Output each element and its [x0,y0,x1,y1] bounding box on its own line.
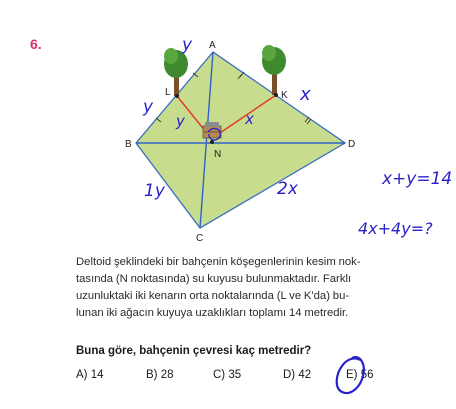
annotation-y-top: y [182,35,193,55]
option-d[interactable] [283,369,311,381]
kite-garden [136,52,345,228]
option-a-value: 14 [90,369,104,381]
annotation-side-right: 2x [277,179,298,199]
annotation-side-left: 1y [144,181,165,201]
label-k: K [281,90,288,101]
option-b-value: 28 [160,369,174,381]
annotation-x-right: x [300,84,311,105]
question-line-1: Deltoid şeklindeki bir bahçenin köşegenlerinin kesim nok- [76,256,361,268]
annotation-y-inner: y [176,112,185,130]
annotation-equation-perimeter: 4x+4y=? [358,219,433,238]
label-a: A [209,40,216,51]
point-k [274,93,278,97]
point-n [210,140,214,144]
option-a[interactable] [76,369,104,381]
option-d-value: 42 [298,369,312,381]
label-n: N [214,149,222,160]
option-b-letter: B) [146,369,158,381]
question-prompt: Buna göre, bahçenin çevresi kaç metredir? [76,345,312,357]
question-line-2: tasında (N noktasında) su kuyusu bulunmaktadır. Farklı [76,273,352,285]
question-line-3: uzunluktaki iki kenarın orta noktalarında (L ve K'da) bu- [76,290,350,302]
point-l [175,94,179,98]
option-e-letter: E) [346,369,358,381]
label-l: L [165,87,171,98]
label-c: C [196,233,204,244]
annotation-x-inner: x [245,110,254,128]
option-d-letter: D) [283,369,296,381]
question-line-4: lunan iki ağacın kuyuya uzaklıkları toplamı 14 metredir. [76,307,349,319]
label-d: D [348,139,356,150]
answer-circle-mark [330,352,370,400]
option-e-value: 56 [360,369,374,381]
option-b[interactable] [146,369,174,381]
question-number: 6. [30,36,42,52]
option-c[interactable] [213,369,241,381]
option-a-letter: A) [76,369,88,381]
question-text [76,254,432,322]
annotation-equation-sum: x+y=14 [382,169,453,189]
annotation-y-left: y [143,97,154,117]
option-c-value: 35 [228,369,242,381]
option-c-letter: C) [213,369,226,381]
label-b: B [125,139,132,150]
